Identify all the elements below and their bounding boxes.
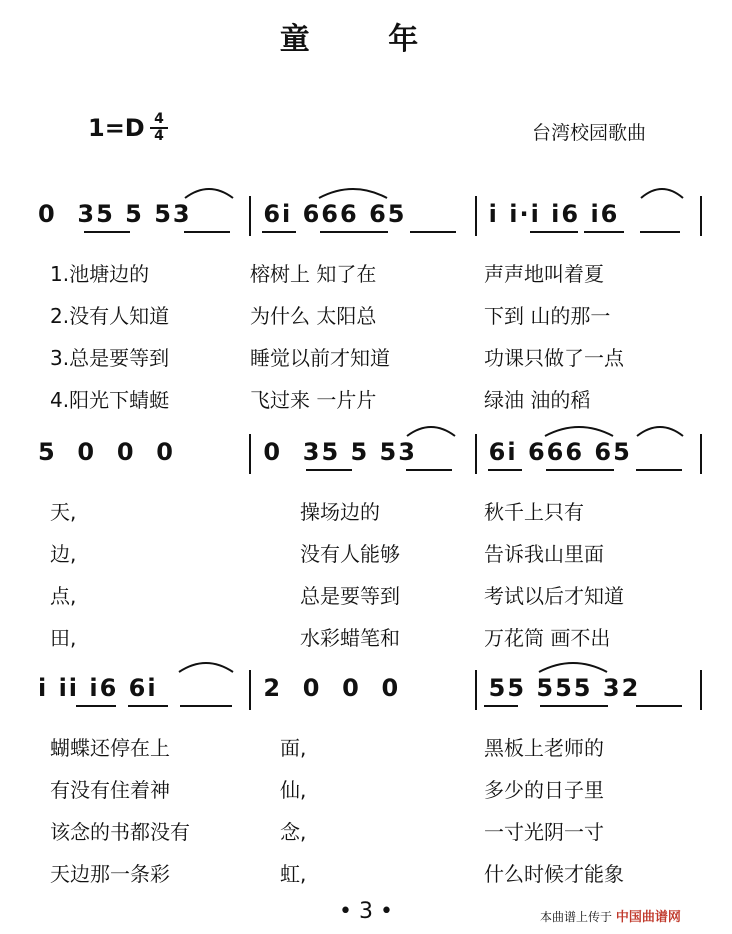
lyric-segment: 为什么 太阳总 <box>250 304 377 328</box>
lyric-segment: 天, <box>50 500 77 524</box>
lyric-segment: 点, <box>50 584 77 608</box>
slur <box>182 182 236 200</box>
time-signature-bottom: 4 <box>154 128 164 144</box>
notes: 0 35 5 53 <box>38 200 192 228</box>
lyric-line <box>50 622 690 651</box>
slur <box>316 182 390 200</box>
beam-underline <box>636 705 682 707</box>
lyric-segment: 水彩蜡笔和 <box>300 626 400 650</box>
lyric-segment: 4.阳光下蜻蜓 <box>50 388 170 412</box>
notes: i ii i6 6i <box>38 674 158 702</box>
beam-underline <box>76 705 116 707</box>
lyric-segment: 告诉我山里面 <box>484 542 604 566</box>
lyric-segment: 操场边的 <box>300 500 380 524</box>
notes: 55 555 32 <box>488 674 641 702</box>
lyric-line <box>50 538 690 567</box>
lyric-segment: 什么时候才能象 <box>484 862 624 886</box>
notes: 6i 666 65 <box>488 438 632 466</box>
watermark-prefix: 本曲谱上传于 <box>540 910 613 924</box>
song-source: 台湾校园歌曲 <box>532 122 647 144</box>
lyric-segment: 念, <box>280 820 307 844</box>
lyric-line <box>50 858 690 887</box>
lyric-segment: 总是要等到 <box>300 584 400 608</box>
lyric-segment: 边, <box>50 542 77 566</box>
lyric-segment: 面, <box>280 736 307 760</box>
lyric-segment: 没有人能够 <box>300 542 400 566</box>
key-signature: 1=D <box>88 114 145 142</box>
notes: i i·i i6 i6 <box>488 200 620 228</box>
lyric-segment: 1.池塘边的 <box>50 262 150 286</box>
beam-underline <box>84 231 130 233</box>
measure <box>30 438 249 468</box>
measure <box>251 674 474 704</box>
lyric-line <box>50 342 690 371</box>
notation-row-2 <box>30 438 702 468</box>
beam-underline <box>406 469 452 471</box>
lyric-line <box>50 300 690 329</box>
watermark-site[interactable]: 中国曲谱网 <box>615 910 681 925</box>
lyric-segment: 万花筒 画不出 <box>484 626 611 650</box>
beam-underline <box>262 231 296 233</box>
page-number: • 3 • <box>339 899 393 924</box>
beam-underline <box>180 705 232 707</box>
lyric-segment: 下到 山的那一 <box>484 304 611 328</box>
lyric-line <box>50 774 690 803</box>
lyric-segment: 仙, <box>280 778 307 802</box>
lyric-segment: 2.没有人知道 <box>50 304 170 328</box>
lyric-segment: 田, <box>50 626 77 650</box>
time-signature-top: 4 <box>154 111 164 127</box>
beam-underline <box>320 231 388 233</box>
song-title: 童 年 <box>279 22 453 57</box>
lyric-segment: 秋千上只有 <box>484 500 584 524</box>
lyric-segment: 该念的书都没有 <box>50 820 190 844</box>
slur <box>542 420 616 438</box>
lyric-segment: 多少的日子里 <box>484 778 604 802</box>
lyric-line <box>50 258 690 287</box>
lyric-line <box>50 496 690 525</box>
lyric-line <box>50 580 690 609</box>
watermark <box>540 906 681 925</box>
lyric-segment: 一寸光阴一寸 <box>484 820 604 844</box>
beam-underline <box>640 231 680 233</box>
lyric-segment: 天边那一条彩 <box>50 862 170 886</box>
beam-underline <box>530 231 578 233</box>
lyric-segment: 有没有住着神 <box>50 778 170 802</box>
measure <box>477 200 700 230</box>
barline <box>700 196 702 236</box>
lyric-segment: 声声地叫着夏 <box>484 262 604 286</box>
notes: 5 0 0 0 <box>38 438 175 466</box>
lyric-segment: 飞过来 一片片 <box>250 388 377 412</box>
slur <box>536 656 610 674</box>
beam-underline <box>540 705 608 707</box>
lyric-line <box>50 384 690 413</box>
time-signature <box>150 112 168 144</box>
measure <box>30 674 249 704</box>
lyric-segment: 榕树上 知了在 <box>250 262 377 286</box>
beam-underline <box>410 231 456 233</box>
lyric-segment: 考试以后才知道 <box>484 584 624 608</box>
beam-underline <box>306 469 352 471</box>
notation-row-3 <box>30 674 702 704</box>
lyric-segment: 3.总是要等到 <box>50 346 170 370</box>
slur <box>638 182 686 200</box>
slur <box>634 420 686 438</box>
slur <box>176 656 236 674</box>
notation-row-1 <box>30 200 702 230</box>
notes: 0 35 5 53 <box>263 438 417 466</box>
lyric-segment: 虹, <box>280 862 307 886</box>
measure <box>477 674 700 704</box>
measure <box>30 200 249 230</box>
barline <box>700 434 702 474</box>
notes: 6i 666 65 <box>263 200 407 228</box>
beam-underline <box>546 469 614 471</box>
lyric-segment: 功课只做了一点 <box>484 346 624 370</box>
beam-underline <box>488 469 522 471</box>
lyric-line <box>50 732 690 761</box>
lyric-segment: 睡觉以前才知道 <box>250 346 390 370</box>
beam-underline <box>128 705 168 707</box>
measure <box>251 438 474 468</box>
barline <box>700 670 702 710</box>
beam-underline <box>484 705 518 707</box>
beam-underline <box>184 231 230 233</box>
slur <box>404 420 458 438</box>
measure <box>477 438 700 468</box>
lyric-segment: 蝴蝶还停在上 <box>50 736 170 760</box>
measure <box>251 200 474 230</box>
beam-underline <box>584 231 624 233</box>
lyric-segment: 黑板上老师的 <box>484 736 604 760</box>
beam-underline <box>636 469 682 471</box>
lyric-line <box>50 816 690 845</box>
lyric-segment: 绿油 油的稻 <box>484 388 591 412</box>
notes: 2 0 0 0 <box>263 674 401 702</box>
